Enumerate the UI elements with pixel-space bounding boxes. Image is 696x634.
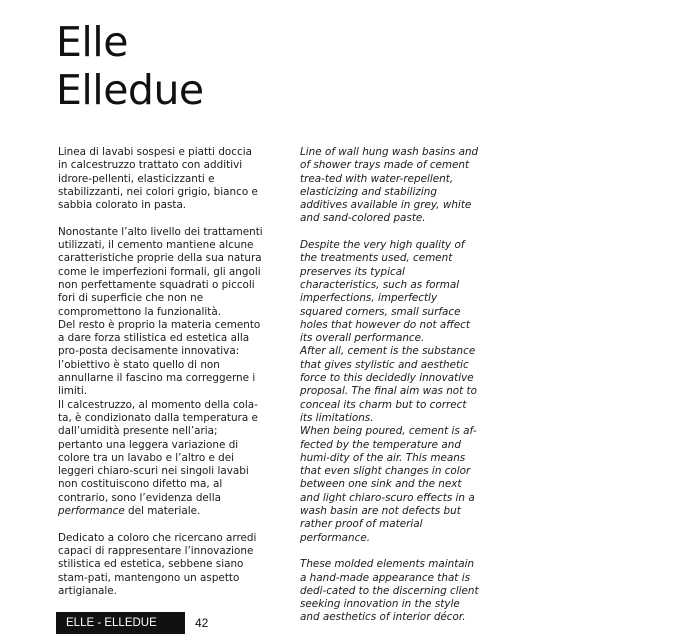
english-paragraph-2: Despite the very high quality of the treatments used, cement preserves its typical characteristics, such as formal imperfections, imperfectly squared corners, small surface holes that however do not affect its overall performance. (300, 239, 470, 345)
italian-paragraph-4 (58, 399, 263, 519)
page-number: 42 (195, 616, 209, 630)
italian-column (58, 146, 263, 598)
footer-section-label: ELLE - ELLEDUE (56, 612, 185, 634)
english-paragraph-5: These molded elements maintain a hand-made appearance that is dedi-cated to the discerning client seeking innovation in the style and aesthetics of interior décor. (300, 558, 479, 624)
title-line-2: Elledue (56, 66, 204, 114)
english-paragraph-4: When being poured, cement is af-fected by the temperature and humi-dity of the air. This means that even slight changes in color between one sink and the next and light chiaro-scuro effects in a wash basin are not defects but rather proof of material performance. (300, 425, 477, 544)
page-title (56, 18, 204, 114)
italian-paragraph-5: Dedicato a coloro che ricercano arredi capaci di rappresentare l’innovazione stilistica ed estetica, sebbene siano stam-pati, mantengono un aspetto artigianale. (58, 531, 257, 597)
english-paragraph-3: After all, cement is the substance that gives stylistic and aesthetic force to this decidedly innovative proposal. The final aim was not to conceal its charm but to correct its limitations. (300, 345, 477, 424)
italian-paragraph-3: Del resto è proprio la materia cemento a dare forza stilistica ed estetica alla pro-posta decisamente innovativa: l’obiettivo è stato quello di non annullarne il fascino ma correggerne i limiti. (58, 318, 261, 398)
title-line-1: Elle (56, 18, 128, 66)
italian-paragraph-4-emphasis: performance (58, 505, 125, 518)
italian-paragraph-4-text-a: Il calcestruzzo, al momento della cola-ta, è condizionato dalla temperatura e dall’umidità presente nell’aria; pertanto una leggera variazione di colore tra un lavabo e l’altro e dei leggeri chiaro-scuri nei singoli lavabi non costituiscono difetto ma, al contrario, sono l’evidenza della (58, 398, 258, 504)
italian-paragraph-4-text-b: del materiale. (124, 505, 201, 518)
italian-paragraph-2: Nonostante l’alto livello dei trattamenti utilizzati, il cemento mantiene alcune caratteristiche proprie della sua natura come le imperfezioni formali, gli angoli non perfettamente squadrati o piccoli fori di superficie che non ne compromettono la funzionalità. (58, 225, 263, 318)
italian-paragraph-1: Linea di lavabi sospesi e piatti doccia in calcestruzzo trattato con additivi idrore-pellenti, elasticizzanti e stabilizzanti, nei colori grigio, bianco e sabbia colorato in pasta. (58, 146, 258, 212)
english-paragraph-1: Line of wall hung wash basins and of shower trays made of cement trea-ted with water-repellent, elasticizing and stabilizing additives available in grey, white and sand-colored paste. (300, 146, 479, 225)
english-column (300, 146, 482, 625)
